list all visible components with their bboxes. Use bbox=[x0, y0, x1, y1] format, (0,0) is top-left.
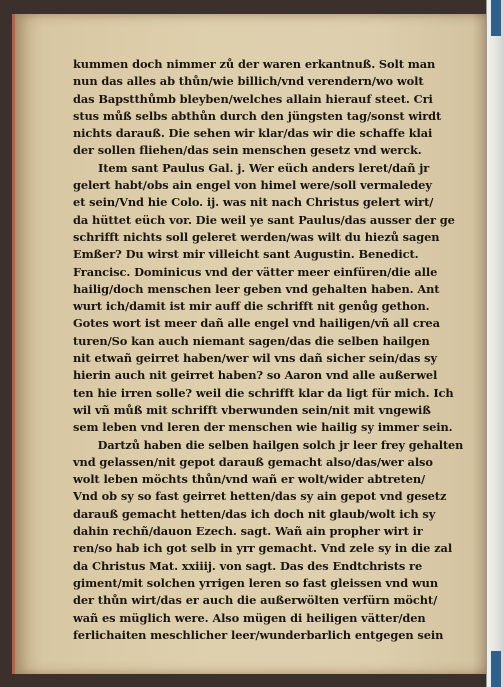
text-line: nichts darauß. Die sehen wir klar/das wir die schaffe klai bbox=[73, 126, 433, 141]
text-line: giment/mit solchen yrrigen leren so fast gleissen vnd wun bbox=[73, 575, 439, 590]
text-line: darauß gemacht hetten/das ich doch nit glaub/wolt ich sy bbox=[73, 506, 436, 521]
scan-border-strip bbox=[486, 0, 504, 687]
text-line: dahin rechñ/dauon Ezech. sagt. Wañ ain propher wirt ir bbox=[73, 524, 423, 539]
text-line: Item sant Paulus Gal. j. Wer eüch anders leret/dañ jr bbox=[98, 160, 430, 175]
text-line: et sein/Vnd hie Colo. ij. was nit nach Christus gelert wirt/ bbox=[73, 195, 434, 210]
text-line: nun das alles ab thůn/wie billich/vnd verendern/wo wolt bbox=[73, 74, 424, 89]
text-line: schrifft nichts soll geleret werden/was wilt du hiezů sagen bbox=[73, 229, 440, 244]
text-line: Gotes wort ist meer dañ alle engel vnd hailigen/vñ all crea bbox=[73, 316, 440, 331]
text-line: Vnd ob sy so fast geirret hetten/das sy ain gepot vnd gesetz bbox=[73, 489, 447, 504]
text-line: wolt leben möchts thůn/vnd wañ er wolt/wider abtreten/ bbox=[73, 472, 426, 487]
text-line: hierin auch nit geirret haben? so Aaron vnd alle außerwel bbox=[73, 368, 438, 383]
text-line: stus můß selbs abthůn durch den jüngsten tag/sonst wirdt bbox=[73, 108, 442, 123]
text-line: das Bapstthůmb bleyben/welches allain hierauf steet. Cri bbox=[73, 91, 433, 106]
text-line: hailig/doch menschen leer geben vnd gehalten haben. Ant bbox=[73, 281, 440, 296]
text-line: ferlichaiten meschlicher leer/wunderbarlich entgegen sein bbox=[73, 627, 444, 642]
text-line: ren/so hab ich got selb in yrr gemacht. Vnd zele sy in die zal bbox=[73, 541, 453, 556]
text-line: nit etwañ geirret haben/wer wil vns dañ sicher sein/das sy bbox=[73, 351, 437, 366]
text-line: Francisc. Dominicus vnd der vätter meer einfüren/die alle bbox=[73, 264, 438, 279]
document-body bbox=[73, 56, 463, 644]
text-line: kummen doch nimmer zů der waren erkantnuß. Solt man bbox=[73, 57, 436, 71]
text-line: der thůn wirt/das er auch die außerwölten verfürn möcht/ bbox=[73, 593, 438, 608]
text-line: Dartzů haben die selben hailgen solch jr leer frey gehalten bbox=[97, 437, 464, 452]
text-line: Emßer? Du wirst mir villeicht sant Augustin. Benedict. bbox=[73, 247, 419, 262]
text-line: wil vñ můß mit schrifft vberwunden sein/nit mit vngewiß bbox=[73, 402, 431, 417]
text-line: der sollen fliehen/das sein menschen gesetz vnd werck. bbox=[73, 143, 422, 158]
text-line: turen/So kan auch niemant sagen/das die selben hailgen bbox=[73, 333, 430, 348]
text-line: sem leben vnd leren der menschen wie hailig sy immer sein. bbox=[73, 420, 453, 435]
scan-border-top-marker bbox=[491, 0, 501, 36]
text-line: da Christus Mat. xxiiij. von sagt. Das des Endtchrists re bbox=[73, 558, 423, 573]
text-line: gelert habt/obs ain engel von himel were/soll vermaledey bbox=[73, 178, 432, 193]
text-line: wañ es müglich were. Also mügen di heiligen vätter/den bbox=[73, 610, 426, 625]
text-line: da hüttet eüch vor. Die weil ye sant Paulus/das ausser der ge bbox=[73, 212, 455, 227]
text-line: wurt ich/damit ist mir auff die schrifft nit genůg gethon. bbox=[73, 299, 430, 314]
text-line: vnd gelassen/nit gepot darauß gemacht also/das/wer also bbox=[73, 454, 433, 469]
text-line: ten hie irren solle? weil die schrifft klar da ligt für mich. Ich bbox=[73, 385, 454, 400]
scan-border-bottom-marker bbox=[491, 651, 501, 687]
